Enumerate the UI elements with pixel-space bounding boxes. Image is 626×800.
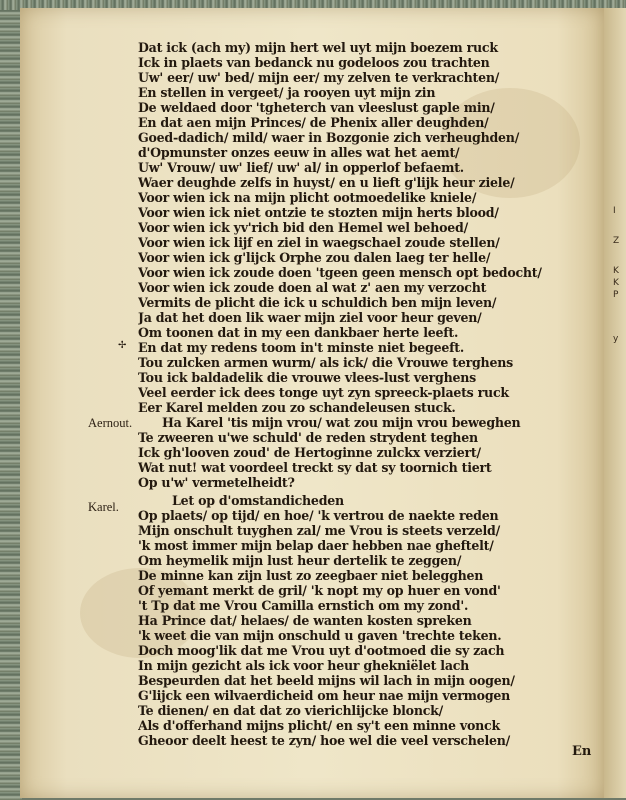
verse-line: Uw' eer/ uw' bed/ mijn eer/ my zelven te verkrachten/ <box>138 71 500 85</box>
catchword: En <box>572 744 592 759</box>
verse-line: Ha Karel 'tis mijn vrou/ wat zou mijn vrou beweghen <box>162 416 521 430</box>
verse-line: Als d'offerhand mijns plicht/ en sy't een minne vonck <box>138 719 500 733</box>
adjacent-page-edge <box>604 8 626 798</box>
verse-line: Voor wien ick g'lijck Orphe zou dalen laeg ter helle/ <box>138 251 491 265</box>
verse-line: Te zweeren u'we schuld' de reden strydent teghen <box>138 431 478 445</box>
verse-line: Tou ick baldadelik die vrouwe vlees-lust verghens <box>138 371 476 385</box>
next-page-letter: Z <box>613 236 620 246</box>
verse-line: Te dienen/ en dat dat zo vierichlijcke blonck/ <box>138 704 443 718</box>
verse-line: 'k most immer mijn belap daer hebben nae gheftelt/ <box>138 539 494 553</box>
next-page-letter: P <box>613 290 619 300</box>
verse-line: In mijn gezicht als ick voor heur ghekniëlet lach <box>138 659 470 673</box>
marginal-mark: ✢ <box>118 340 127 351</box>
speaker-label-aernout: Aernout. <box>88 416 133 430</box>
verse-line: Of yemant merkt de gril/ 'k nopt my op huer en vond' <box>138 584 501 598</box>
verse-line: Om toonen dat in my een dankbaer herte leeft. <box>138 326 459 340</box>
verse-line: Wat nut! wat voordeel treckt sy dat sy toornich tiert <box>138 461 492 475</box>
verse-line: Doch moog'lik dat me Vrou uyt d'ootmoed die sy zach <box>138 644 505 658</box>
verse-line: Ick gh'looven zoud' de Hertoginne zulckx verziert/ <box>138 446 481 460</box>
verse-line: G'lijck een wilvaerdicheid om heur nae mijn vermogen <box>138 689 511 703</box>
verse-line: Waer deughde zelfs in huyst/ en u lieft g'lijk heur ziele/ <box>138 176 515 190</box>
verse-line: Voor wien ick na mijn plicht ootmoedelike kniele/ <box>138 191 477 205</box>
verse-line: En dat my redens toom in't minste niet begeeft. <box>138 341 464 355</box>
verse-line: Ha Prince dat/ helaes/ de wanten kosten spreken <box>138 614 472 628</box>
verse-line: De minne kan zijn lust zo zeegbaer niet belegghen <box>138 569 484 583</box>
verse-line: Op u'w' vermetelheidt? <box>138 476 295 490</box>
verse-line: Ja dat het doen lik waer mijn ziel voor heur geven/ <box>138 311 482 325</box>
verse-line: 't Tp dat me Vrou Camilla ernstich om my zond'. <box>138 599 469 613</box>
verse-line: Mijn onschult tuyghen zal/ me Vrou is steets verzeld/ <box>138 524 500 538</box>
verse-line: Uw' Vrouw/ uw' lief/ uw' al/ in opperlof befaemt. <box>138 161 464 175</box>
next-page-letter: y <box>613 334 619 344</box>
verse-line: Eer Karel melden zou zo schandeleusen stuck. <box>138 401 456 415</box>
verse-line: Tou zulcken armen wurm/ als ick/ die Vrouwe terghens <box>138 356 513 370</box>
verse-line: Om heymelik mijn lust heur dertelik te zeggen/ <box>138 554 462 568</box>
verse-line: 'k weet die van mijn onschuld u gaven 'trechte teken. <box>138 629 502 643</box>
verse-line: Veel eerder ick dees tonge uyt zyn spreeck-plaets ruck <box>138 386 509 400</box>
verse-line: Goed-dadich/ mild/ waer in Bozgonie zich verheughden/ <box>138 131 520 145</box>
next-page-letter: K <box>613 278 619 288</box>
verse-line: Let op d'omstandicheden <box>172 494 344 508</box>
verse-line: Voor wien ick yv'rich bid den Hemel wel behoed/ <box>138 221 468 235</box>
verse-line: Op plaets/ op tijd/ en hoe/ 'k vertrou de naekte reden <box>138 509 499 523</box>
book-binding-edge <box>0 0 22 800</box>
verse-line: Voor wien ick lijf en ziel in waegschael zoude stellen/ <box>138 236 500 250</box>
verse-line: Dat ick (ach my) mijn hert wel uyt mijn boezem ruck <box>138 41 498 55</box>
verse-line: d'Opmunster onzes eeuw in alles wat het aemt/ <box>138 146 460 160</box>
verse-line: De weldaed door 'tgheterch van vleeslust gaple min/ <box>138 101 495 115</box>
verse-line: Gheoor deelt heest te zyn/ hoe wel die veel verschelen/ <box>138 734 511 748</box>
verse-line: En dat aen mijn Princes/ de Phenix aller deughden/ <box>138 116 489 130</box>
verse-line: En stellen in vergeet/ ja rooyen uyt mijn zin <box>138 86 436 100</box>
next-page-letter: I <box>613 206 616 216</box>
verse-line: Ick in plaets van bedanck nu godeloos zou trachten <box>138 56 490 70</box>
next-page-letter: K <box>613 266 619 276</box>
verse-line: Vermits de plicht die ick u schuldich ben mijn leven/ <box>138 296 497 310</box>
verse-line: Voor wien ick zoude doen 'tgeen geen mensch opt bedocht/ <box>138 266 542 280</box>
verse-line: Voor wien ick niet ontzie te stozten mijn herts blood/ <box>138 206 499 220</box>
speaker-label-karel: Karel. <box>88 500 119 514</box>
verse-line: Voor wien ick zoude doen al wat z' aen my verzocht <box>138 281 487 295</box>
verse-line: Bespeurden dat het beeld mijns wil lach in mijn oogen/ <box>138 674 515 688</box>
